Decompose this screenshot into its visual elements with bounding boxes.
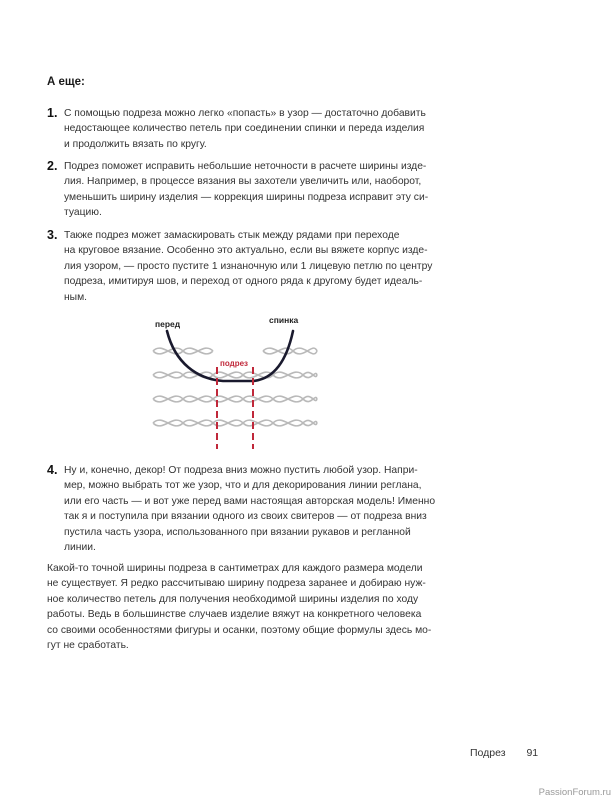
- list-text: С помощью подреза можно легко «попасть» в узор — достаточно добавить недостающее количество петель при соединении спинки и переда изделия и продолжить вязать по кругу.: [64, 108, 426, 150]
- list-text: Подрез поможет исправить небольшие неточности в расчете ширины изде- лия. Например, в процессе вязания вы захотели увеличить или, наоборот, уменьшить ширину изделия — коррекция ширины подреза исправит эту си- туацию.: [64, 161, 429, 219]
- cable-row: [263, 348, 317, 354]
- raglan-underarm-diagram: [145, 313, 325, 458]
- list-item: [47, 106, 467, 152]
- cable-row: [153, 396, 317, 402]
- list-number: 3.: [47, 228, 58, 242]
- closing-paragraph: Какой-то точной ширины подреза в сантиметрах для каждого размера модели не существует. Я редко рассчитываю ширину подреза заранее и добираю нуж- ное количество петель для получения необходимой ширины изделия по ходу работы. Ведь в большинстве случаев изделие вяжут на конкретного человека со своими особенностями фигуры и осанки, поэтому общие формулы здесь мо- гут не сработать.: [47, 563, 432, 652]
- section-heading: А еще:: [47, 76, 85, 88]
- label-front: перед: [155, 319, 181, 329]
- list-number: 4.: [47, 463, 58, 477]
- page-footer: [470, 747, 538, 759]
- watermark: PassionForum.ru: [538, 787, 611, 798]
- label-center: подрез: [220, 359, 249, 368]
- list-number: 2.: [47, 159, 58, 173]
- list-item: [47, 228, 467, 305]
- list-number: 1.: [47, 106, 58, 120]
- cable-row: [153, 420, 317, 426]
- cable-row: [153, 348, 213, 354]
- footer-section-title: Подрез: [470, 747, 506, 759]
- list-text: Также подрез может замаскировать стык между рядами при переходе на круговое вязание. Особенно это актуально, если вы вяжете корпус изде- лия узором, — просто пустите 1 изнаночную или 1 лицевую петлю по центру подреза, имитируя шов, и переход от одного ряда к другому будет идеаль- ным.: [64, 230, 433, 303]
- list-item: [47, 463, 467, 555]
- page-number: 91: [526, 747, 539, 759]
- list-item: [47, 159, 467, 221]
- label-back: спинка: [269, 315, 299, 325]
- list-text: Ну и, конечно, декор! От подреза вниз можно пустить любой узор. Напри- мер, можно выбрать тот же узор, что и для декорирования линии реглана, или его часть — и вот уже перед вами настоящая авторская модель! Именно так я и поступила при вязании одного из своих свитеров — от подреза вниз пустила часть узора, использованного при вязании рукавов и регланной линии.: [64, 465, 436, 554]
- cable-row: [153, 372, 317, 378]
